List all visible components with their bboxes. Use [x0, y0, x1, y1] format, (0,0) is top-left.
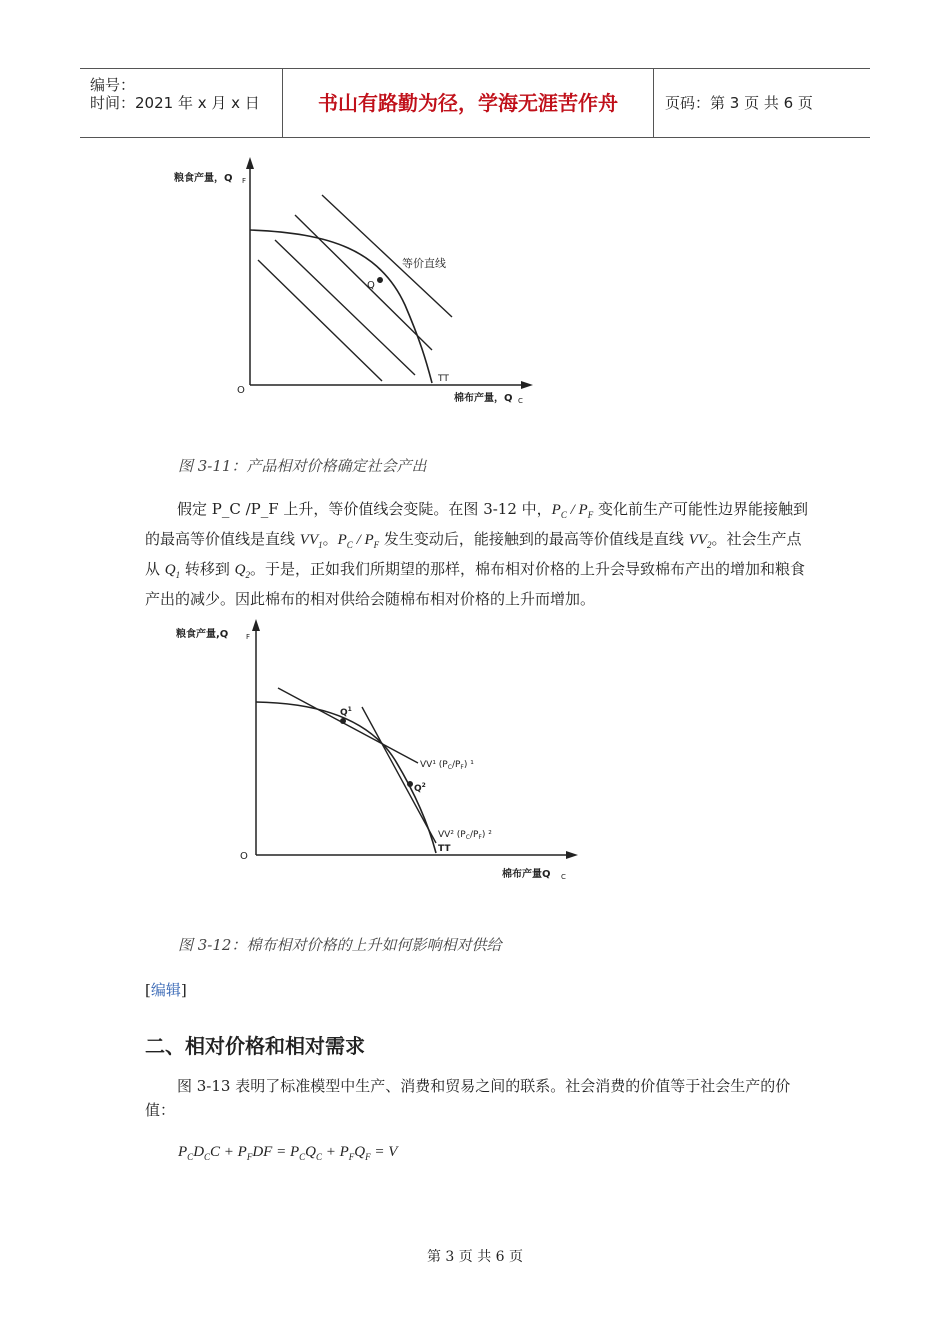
para1-math-1b: / P: [566, 502, 588, 518]
para1-text-1: 假定 P_C /P_F 上升，等价值线会变陡。在图 3-12 中，: [177, 500, 552, 518]
para1-math-3-sub: C: [346, 540, 353, 550]
fig2-origin: O: [240, 851, 248, 862]
fig2-q2-label: $Q^2$: [414, 782, 426, 794]
para1-math-2: VV: [299, 532, 319, 548]
fig1-x-arrow: [521, 381, 533, 389]
figure-3-11-svg: [170, 155, 540, 415]
value-equation: $P_CD_CC + P_FDF = P_CQ_C + P_FQ_F = V$: [178, 1144, 398, 1162]
para1-math-1: P: [551, 502, 561, 518]
figure-3-12-caption: 图 3-12：棉布相对价格的上升如何影响相对供给: [178, 936, 502, 954]
paragraph-supply-change: [145, 497, 810, 611]
para1-math-6-sub: 2: [245, 570, 251, 580]
header-meta-cell: [80, 69, 283, 137]
paragraph-demand-intro: [145, 1074, 810, 1122]
fig1-tangent-point: [377, 277, 383, 283]
header-page-info: 页码：第 3 页 共 6 页: [665, 94, 813, 112]
para1-math-4: VV: [688, 532, 708, 548]
page-footer: 第 3 页 共 6 页: [426, 1249, 524, 1265]
para1-math-6: Q: [234, 562, 246, 578]
fig2-x-label-sub: C: [561, 873, 566, 881]
para1-math-1b-sub: F: [587, 510, 594, 520]
para1-text-3: 。: [322, 530, 338, 548]
para1-text-6: 转移到: [180, 560, 235, 578]
fig2-point-q2: [407, 781, 413, 787]
fig1-isovalue-line-4: [322, 195, 452, 317]
para2-text: 图 3-13 表明了标准模型中生产、消费和贸易之间的联系。社会消费的价值等于社会生产的价值：: [145, 1077, 791, 1119]
fig1-x-label-sub: C: [518, 397, 523, 405]
fig1-isovalue-line-1: [258, 260, 382, 381]
para1-math-3b: / P: [352, 532, 374, 548]
fig2-y-arrow: [252, 619, 260, 631]
fig1-x-label: 棉布产量，Q: [454, 393, 513, 404]
para1-math-1-sub: C: [560, 510, 567, 520]
fig1-y-arrow: [246, 157, 254, 169]
para1-math-3b-sub: F: [373, 540, 380, 550]
figure-3-12-svg: [170, 615, 590, 885]
fig1-origin: O: [237, 385, 245, 396]
fig1-isovalue-line-2: [275, 240, 415, 375]
fig1-y-label-sub: F: [242, 177, 247, 185]
header-number-label: 编号：: [90, 76, 136, 94]
edit-link-wrapper: [编辑]: [145, 981, 187, 999]
para1-text-2: 变化前生产可能性边界能接触到的最高等价值线是直线: [145, 500, 808, 548]
para1-math-5-sub: 1: [175, 570, 181, 580]
fig1-point-label: Q: [367, 280, 375, 291]
para1-text-4: 发生变动后，能接触到的最高等价值线是直线: [379, 530, 689, 548]
fig2-point-q1: [340, 718, 346, 724]
page-header: [80, 68, 870, 138]
fig2-isovalue-line-1: [278, 688, 418, 763]
fig1-line-label: 等价直线: [402, 257, 446, 270]
figure-3-11-caption: 图 3-11：产品相对价格确定社会产出: [178, 457, 427, 475]
figure-3-11: [170, 155, 540, 419]
fig1-curve-label: TT: [438, 374, 449, 384]
fig2-line2-label: VV² $(P_C/P_F)$ ²: [438, 830, 492, 841]
fig1-y-label: 粮食产量，Q: [174, 173, 233, 184]
fig2-y-label: 粮食产量,Q: [176, 629, 229, 640]
para1-math-3: P: [337, 532, 347, 548]
fig2-isovalue-line-2: [362, 707, 436, 843]
fig2-curve-label: TT: [438, 844, 451, 854]
fig2-x-arrow: [566, 851, 578, 859]
fig2-line1-label: VV¹ $(P_C/P_F)$ ¹: [420, 760, 474, 771]
fig1-isovalue-line-3: [295, 215, 432, 350]
fig1-ppf-curve: [250, 230, 432, 383]
fig2-q1-label: $Q^1$: [340, 706, 352, 718]
section-title: 二、相对价格和相对需求: [145, 1034, 365, 1058]
para1-math-2-sub: 1: [318, 540, 323, 550]
para1-text-5: 。社会生产点从: [145, 530, 802, 578]
fig2-x-label: 棉布产量Q: [502, 869, 551, 880]
figure-3-12: [170, 615, 590, 889]
header-time-label: 时间：2021 年 x 月 x 日: [90, 94, 260, 112]
para1-text-7: 。于是，正如我们所期望的那样，棉布相对价格的上升会导致棉布产出的增加和粮食产出的减少。因此棉布的相对供给会随棉布相对价格的上升而增加。: [145, 560, 806, 608]
header-motto: 书山有路勤为径，学海无涯苦作舟: [283, 69, 654, 137]
para1-math-5: Q: [164, 562, 176, 578]
edit-link[interactable]: 编辑: [150, 981, 181, 999]
fig2-y-label-sub: F: [246, 633, 251, 641]
para1-math-4-sub: 2: [707, 540, 712, 550]
